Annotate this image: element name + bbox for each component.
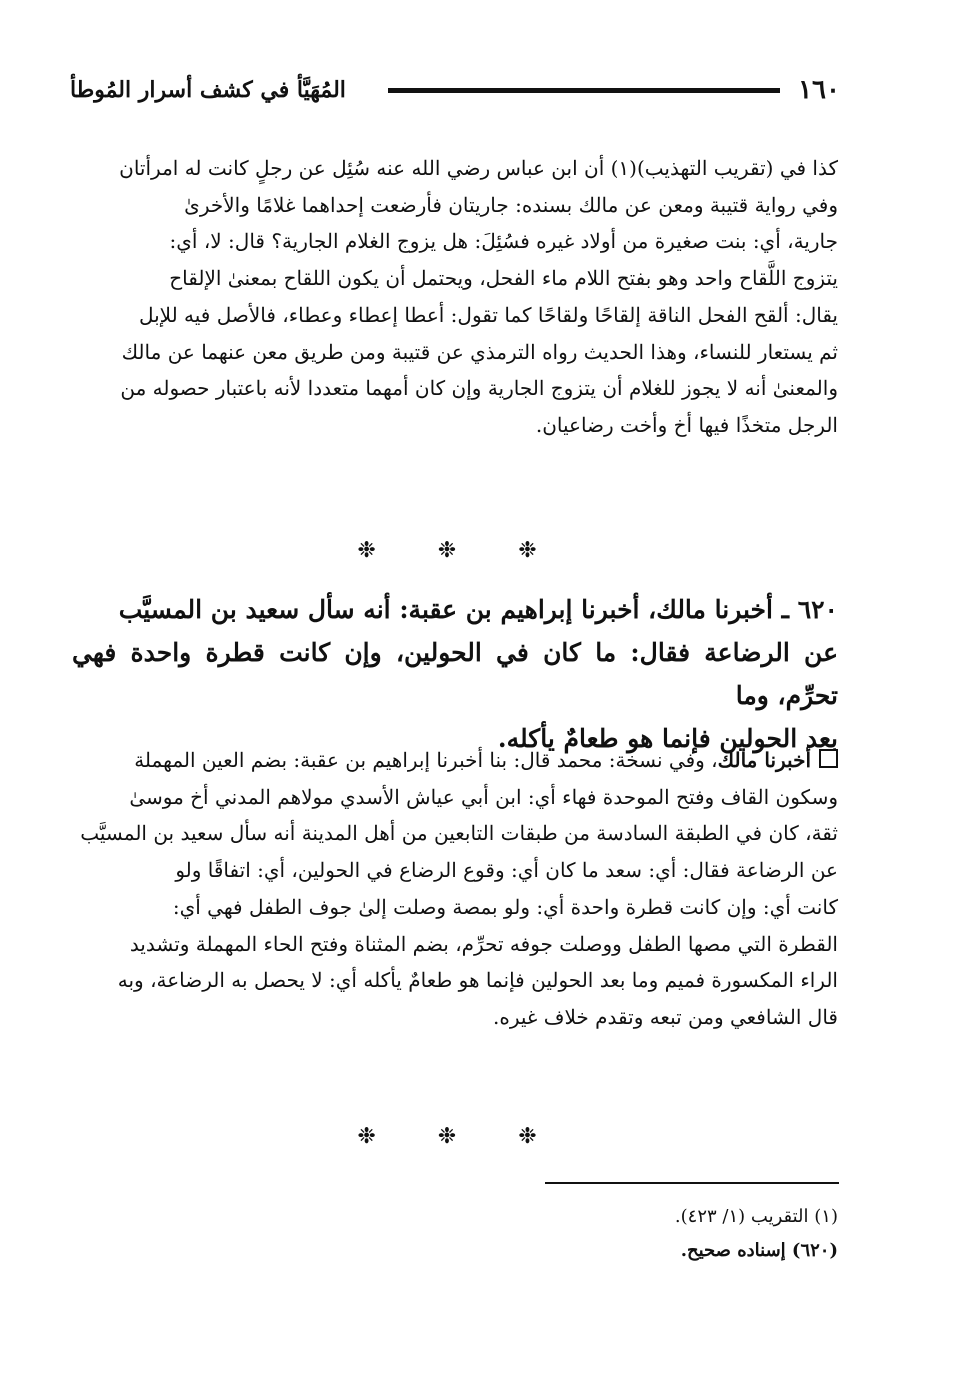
page-header xyxy=(70,72,840,112)
hadith-620 xyxy=(72,588,838,760)
footnote: (٦٢٠) إسناده صحيح. xyxy=(680,1240,838,1261)
text-line: ثم يستعار للنساء، وهذا الحديث رواه الترمذي عن قتيبة ومن طريق معن عنهما عن مالك xyxy=(121,339,838,364)
commentary-block-1 xyxy=(72,150,838,444)
text-segment: ، وفي نسخة: محمد قال: بنا أخبرنا إبراهيم بن عقبة: بضم العين المهملة xyxy=(134,748,718,772)
hadith-line: بعد الحولين فإنما هو طعامٌ يأكله. xyxy=(497,724,838,753)
hadith-line: عن الرضاعة فقال: ما كان في الحولين، وإن كانت قطرة واحدة فهي تحرِّم، وما xyxy=(72,638,838,710)
text-line: الرجل متخذًا فيها أخ وأخت رضاعيان. xyxy=(535,412,838,437)
header-rule xyxy=(388,88,780,93)
section-separator xyxy=(0,538,956,563)
text-line: وسكون القاف وفتح الموحدة فهاء أي: ابن أبي عياش الأسدي مولاهم المدني أخ موسىٰ xyxy=(129,784,838,809)
text-line: جارية، أي: بنت صغيرة من أولاد غيره فسُئِلَ: هل يزوج الغلام الجارية؟ قال: لا، أي: xyxy=(169,229,838,254)
text-line: القطرة التي مصها الطفل ووصلت جوفه تحرِّم، بضم المثناة وفتح الحاء المهملة وتشديد xyxy=(129,931,838,956)
footnote-rule xyxy=(545,1182,839,1184)
text-line: كانت أي: وإن كانت قطرة واحدة أي: ولو بمصة وصلت إلىٰ جوف الطفل فهي أي: xyxy=(172,894,838,919)
star-ornament: ❉ xyxy=(437,1124,519,1149)
star-ornament: ❉ xyxy=(518,538,599,563)
text-line: كذا في (تقريب التهذيب)(١) أن ابن عباس رضي الله عنه سُئِل عن رجلٍ كانت له امرأتان xyxy=(119,156,838,180)
text-line: ثقة، كان في الطبقة السادسة من طبقات التابعين من أهل المدينة أنه سأل سعيد بن المسيَّب xyxy=(80,821,838,846)
text-line: والمعنىٰ أنه لا يجوز للغلام أن يتزوج الجارية وإن كان أمهما متعددا لأنه باعتبار حصوله من xyxy=(120,376,838,401)
commentary-lead: أخبرنا مالك xyxy=(717,748,811,772)
text-line: يقال: ألقح الفحل الناقة إلقاحًا ولقاحًا كما تقول: أعطا إعطاء وعطاء، فالأصل فيه للإبل xyxy=(138,302,838,327)
text-line: قال الشافعي ومن تبعه وتقدم خلاف غيره. xyxy=(493,1004,838,1029)
star-ornament: ❉ xyxy=(518,1124,599,1149)
star-ornament: ❉ xyxy=(437,538,519,563)
section-separator xyxy=(0,1124,956,1149)
square-marker-icon xyxy=(819,749,838,768)
text-line: الراء المكسورة فميم وما بعد الحولين فإنما هو طعامٌ يأكله أي: لا يحصل به الرضاعة، وبه xyxy=(117,968,838,993)
hadith-line: ٦٢٠ ـ أخبرنا مالك، أخبرنا إبراهيم بن عقبة: أنه سأل سعيد بن المسيَّب xyxy=(118,595,838,624)
footnote: (١) التقريب (١/ ٤٢٣). xyxy=(674,1206,838,1227)
footnotes xyxy=(300,1200,838,1268)
page-number: ١٦٠ xyxy=(798,75,840,105)
text-line: وفي رواية قتيبة ومعن عن مالك بسنده: جاريتان فأرضعت إحداهما غلامًا والأخرىٰ xyxy=(184,192,838,217)
commentary-block-2 xyxy=(72,742,838,1036)
running-title: المُهَيَّأ في كشف أسرار المُوطأ xyxy=(70,77,346,103)
text-line xyxy=(72,742,838,779)
star-ornament: ❉ xyxy=(357,1124,438,1149)
text-line: عن الرضاعة فقال: أي: سعد ما كان أي: وقوع الرضاع في الحولين، أي: اتفاقًا ولو xyxy=(175,858,838,883)
star-ornament: ❉ xyxy=(357,538,438,563)
text-line: يتزوج اللَّقاح واحد وهو بفتح اللام ماء الفحل، ويحتمل أن يكون اللقاح بمعنىٰ الإلقاح xyxy=(169,266,838,291)
